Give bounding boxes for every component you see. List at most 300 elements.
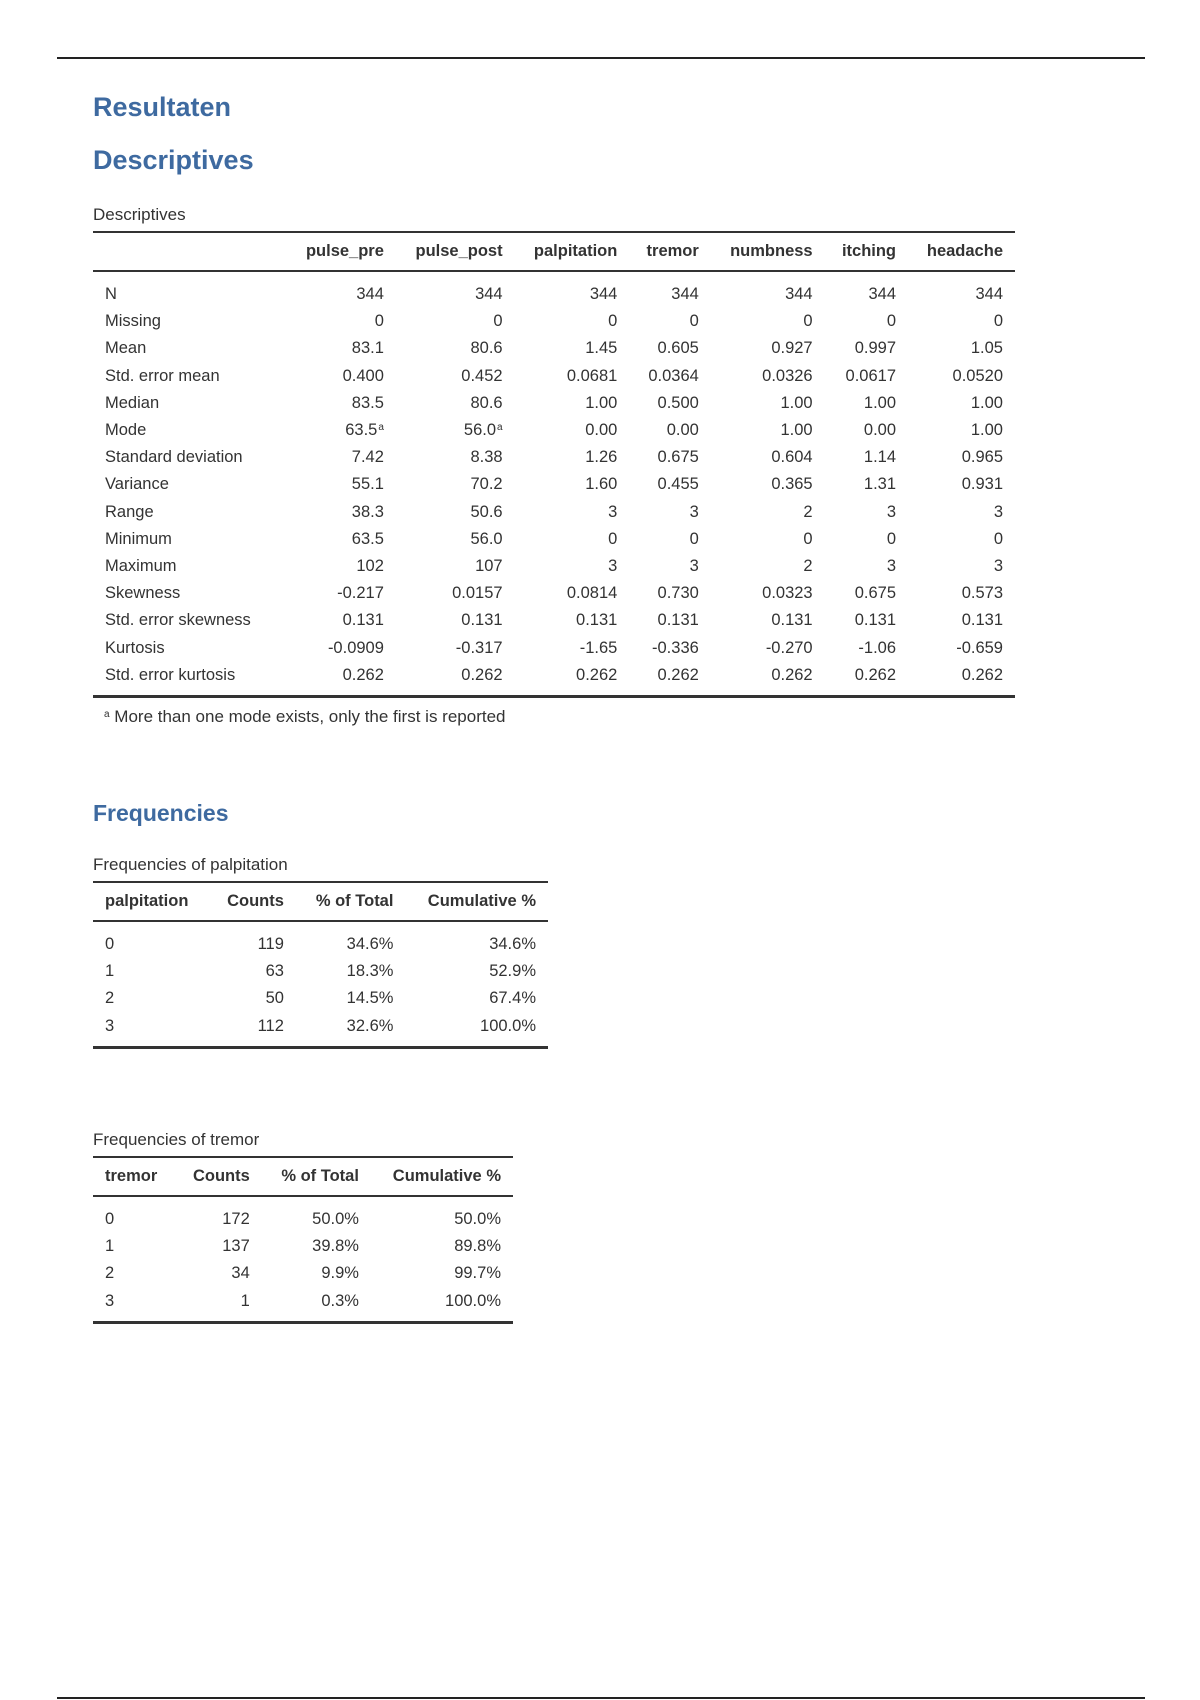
cell-value: 0.0814 <box>566 584 618 603</box>
cell-value: 0 <box>689 529 699 548</box>
spacer-row <box>93 1196 513 1206</box>
table-cell: 32.6% <box>296 1013 406 1048</box>
cell-value: 344 <box>868 285 897 304</box>
table-row <box>93 1260 513 1287</box>
table-cell <box>515 444 630 471</box>
table-cell: 99.7% <box>454 1264 501 1283</box>
cell-value: 344 <box>975 285 1003 304</box>
table-cell: 1 <box>175 1288 262 1323</box>
cell-value: 0 <box>374 312 384 331</box>
tremor-table-body <box>93 1196 513 1322</box>
cell-value: 0.262 <box>576 665 618 684</box>
table-cell <box>908 634 1015 661</box>
table-row <box>93 526 1015 553</box>
table-row <box>93 281 1015 308</box>
table-cell <box>629 607 710 634</box>
cell-value: 0.0364 <box>648 366 699 385</box>
cell-value: 0.131 <box>771 611 813 630</box>
cell-value: 1.45 <box>585 339 618 358</box>
table-cell <box>908 607 1015 634</box>
cell-value: 0.131 <box>854 611 897 630</box>
table-cell <box>908 662 1015 697</box>
cell-value: 3 <box>689 502 699 521</box>
descriptives-col-header: headache <box>908 232 1015 271</box>
cell-value: 102 <box>356 556 384 575</box>
row-label: Kurtosis <box>105 638 165 657</box>
cell-value: 0 <box>608 312 618 331</box>
descriptives-corner-header <box>93 232 287 271</box>
table-cell <box>629 471 710 498</box>
table-row <box>93 499 1015 526</box>
cell-value: 1.14 <box>863 448 897 467</box>
table-cell <box>515 553 630 580</box>
cell-value: -1.65 <box>579 638 618 657</box>
footnote-marker: a <box>378 422 384 434</box>
cell-value: 55.1 <box>351 475 384 494</box>
descriptives-footnote <box>103 707 506 727</box>
table-cell <box>908 444 1015 471</box>
row-label: Minimum <box>105 529 172 548</box>
table-cell: 50.0% <box>312 1210 359 1229</box>
table-cell <box>908 363 1015 390</box>
table-cell <box>287 580 396 607</box>
table-cell <box>396 526 515 553</box>
cell-value: 1.31 <box>863 475 897 494</box>
palpitation-header-row <box>93 882 548 921</box>
table-cell <box>396 335 515 362</box>
table-cell: 18.3% <box>346 962 394 981</box>
table-row <box>93 985 548 1012</box>
table-cell: 50 <box>265 989 284 1008</box>
table-cell <box>287 662 396 697</box>
table-cell: 14.5% <box>346 989 394 1008</box>
table-row <box>93 1233 513 1260</box>
table-cell <box>287 607 396 634</box>
cell-value: -0.0909 <box>327 638 384 657</box>
table-cell <box>629 553 710 580</box>
palpitation-col-header: Cumulative % <box>405 882 548 921</box>
table-cell: 172 <box>222 1210 250 1229</box>
table-cell <box>287 499 396 526</box>
table-cell <box>629 308 710 335</box>
table-cell <box>396 662 515 697</box>
table-cell <box>629 499 710 526</box>
table-cell <box>515 417 630 444</box>
table-cell <box>908 580 1015 607</box>
level-cell: 0 <box>105 935 115 954</box>
table-cell <box>515 634 630 661</box>
table-cell <box>825 607 908 634</box>
cell-value: 2 <box>803 556 813 575</box>
table-cell <box>629 281 710 308</box>
row-label: Range <box>105 502 154 521</box>
table-cell <box>711 526 825 553</box>
cell-value: 3 <box>608 556 618 575</box>
table-cell <box>711 499 825 526</box>
table-cell <box>515 580 630 607</box>
cell-value: 0.262 <box>342 665 384 684</box>
descriptives-col-header: itching <box>825 232 908 271</box>
cell-value: 1.00 <box>585 393 618 412</box>
cell-value: 0.604 <box>771 448 813 467</box>
table-row <box>93 444 1015 471</box>
table-cell <box>629 634 710 661</box>
table-cell <box>396 444 515 471</box>
cell-value: 63.5 <box>351 529 384 548</box>
palpitation-col-header: % of Total <box>296 882 406 921</box>
cell-value: 0.365 <box>771 475 813 494</box>
table-cell <box>515 471 630 498</box>
cell-value: 344 <box>671 285 699 304</box>
row-label: Mean <box>105 339 147 358</box>
cell-value: 3 <box>993 556 1003 575</box>
table-cell <box>908 526 1015 553</box>
cell-value: -0.336 <box>652 638 699 657</box>
descriptives-table-body <box>93 271 1015 696</box>
cell-value: 0.675 <box>657 448 699 467</box>
cell-value: 0.997 <box>854 339 897 358</box>
cell-value: 0.262 <box>961 665 1003 684</box>
table-cell <box>396 308 515 335</box>
spacer-row <box>93 271 1015 281</box>
cell-value: 344 <box>475 285 503 304</box>
table-cell: 34 <box>231 1264 250 1283</box>
table-cell: 34.6% <box>346 935 394 954</box>
table-cell <box>515 526 630 553</box>
table-cell <box>629 580 710 607</box>
cell-value: 80.6 <box>470 339 503 358</box>
cell-value: 0.452 <box>461 366 503 385</box>
table-cell <box>908 471 1015 498</box>
descriptives-table-caption: Descriptives <box>93 205 186 224</box>
table-cell <box>287 281 396 308</box>
descriptives-table <box>93 231 1015 698</box>
cell-value: 3 <box>886 556 897 575</box>
descriptives-col-header: pulse_post <box>396 232 515 271</box>
table-cell <box>515 499 630 526</box>
cell-value: 0.931 <box>961 475 1003 494</box>
cell-value: -0.270 <box>765 638 813 657</box>
cell-value: 0.00 <box>585 421 618 440</box>
table-cell <box>396 417 515 444</box>
row-label: Median <box>105 393 160 412</box>
table-cell <box>908 281 1015 308</box>
table-cell <box>396 607 515 634</box>
table-row <box>93 1013 548 1048</box>
cell-value: 0 <box>689 312 699 331</box>
row-label: Variance <box>105 475 169 494</box>
table-cell: 100.0% <box>405 1013 548 1048</box>
table-cell <box>711 417 825 444</box>
cell-value: 1.00 <box>970 393 1003 412</box>
table-cell <box>629 417 710 444</box>
palpitation-col-header: Counts <box>209 882 296 921</box>
cell-value: 0 <box>886 312 897 331</box>
cell-value: 0 <box>993 312 1003 331</box>
footnote-text: More than one mode exists, only the first is reported <box>114 707 506 726</box>
cell-value: 1.26 <box>585 448 618 467</box>
heading-descriptives: Descriptives <box>93 145 254 175</box>
footnote-marker: a <box>497 422 503 434</box>
spacer-cell <box>93 271 1015 281</box>
cell-value: 0.0323 <box>762 584 813 603</box>
cell-value: 1.60 <box>585 475 618 494</box>
cell-value: 0.00 <box>666 421 699 440</box>
cell-value: 1.00 <box>780 421 813 440</box>
cell-value: 1.00 <box>863 393 897 412</box>
cell-value: 0.131 <box>961 611 1003 630</box>
table-cell <box>825 335 908 362</box>
table-row <box>93 634 1015 661</box>
table-cell <box>711 580 825 607</box>
cell-value: 0.131 <box>461 611 503 630</box>
table-cell <box>711 471 825 498</box>
row-label: Maximum <box>105 556 177 575</box>
table-cell <box>711 335 825 362</box>
cell-value: 50.6 <box>470 502 503 521</box>
table-cell <box>287 417 396 444</box>
table-cell <box>825 499 908 526</box>
table-cell: 9.9% <box>321 1264 359 1283</box>
tremor-col-header: Counts <box>175 1157 262 1196</box>
table-row <box>93 417 1015 444</box>
palpitation-col-header: palpitation <box>93 882 209 921</box>
table-cell: 119 <box>257 935 284 954</box>
cell-value: 0.262 <box>461 665 503 684</box>
cell-value: 63.5 <box>345 421 378 440</box>
level-cell: 2 <box>105 1264 115 1283</box>
table-cell <box>825 662 908 697</box>
table-cell: 137 <box>222 1237 250 1256</box>
table-cell <box>396 471 515 498</box>
footnote-mark: a <box>104 709 110 720</box>
table-cell <box>825 526 908 553</box>
table-cell <box>629 363 710 390</box>
cell-value: 107 <box>475 556 503 575</box>
tremor-header-row <box>93 1157 513 1196</box>
table-cell <box>287 335 396 362</box>
cell-value: 0 <box>493 312 503 331</box>
cell-value: 0.927 <box>771 339 813 358</box>
descriptives-col-header: tremor <box>629 232 710 271</box>
table-cell <box>396 634 515 661</box>
table-cell: 50.0% <box>454 1210 501 1229</box>
table-row <box>93 1206 513 1233</box>
bottom-rule <box>57 1697 1145 1699</box>
table-row <box>93 662 1015 697</box>
table-cell <box>825 281 908 308</box>
cell-value: 3 <box>608 502 618 521</box>
table-cell <box>287 363 396 390</box>
row-label: Std. error mean <box>105 366 220 385</box>
table-cell <box>825 634 908 661</box>
cell-value: 83.5 <box>351 393 384 412</box>
table-cell <box>711 444 825 471</box>
table-cell: 89.8% <box>454 1237 501 1256</box>
table-cell: 39.8% <box>312 1237 359 1256</box>
table-cell <box>825 390 908 417</box>
cell-value: 0 <box>803 529 813 548</box>
table-cell <box>396 580 515 607</box>
table-cell: 67.4% <box>489 989 536 1008</box>
cell-value: 0.605 <box>657 339 699 358</box>
table-cell: 112 <box>209 1013 296 1048</box>
table-cell <box>287 471 396 498</box>
table-cell <box>515 281 630 308</box>
table-row <box>93 335 1015 362</box>
table-cell <box>515 390 630 417</box>
table-cell <box>711 281 825 308</box>
cell-value: 0.455 <box>657 475 699 494</box>
level-cell: 0 <box>105 1210 115 1229</box>
cell-value: 0.0520 <box>952 366 1003 385</box>
table-cell <box>287 634 396 661</box>
heading-frequencies: Frequencies <box>93 800 229 826</box>
palpitation-table-caption: Frequencies of palpitation <box>93 855 288 874</box>
table-cell <box>908 308 1015 335</box>
table-cell <box>825 308 908 335</box>
palpitation-frequency-table <box>93 881 548 1049</box>
table-cell <box>515 335 630 362</box>
table-row <box>93 390 1015 417</box>
cell-value: 3 <box>993 502 1003 521</box>
cell-value: 0.131 <box>576 611 618 630</box>
row-label: Standard deviation <box>105 448 243 467</box>
spacer-cell <box>93 1196 513 1206</box>
table-cell <box>825 363 908 390</box>
cell-value: -0.659 <box>956 638 1003 657</box>
cell-value: 344 <box>785 285 813 304</box>
heading-resultaten: Resultaten <box>93 92 232 122</box>
table-cell <box>825 471 908 498</box>
cell-value: 0.131 <box>657 611 699 630</box>
table-cell <box>287 308 396 335</box>
table-cell <box>825 580 908 607</box>
table-cell <box>825 444 908 471</box>
table-row <box>93 308 1015 335</box>
table-cell: 52.9% <box>489 962 536 981</box>
table-cell <box>396 363 515 390</box>
table-cell <box>287 444 396 471</box>
table-cell <box>711 607 825 634</box>
cell-value: 0 <box>608 529 618 548</box>
cell-value: 0.965 <box>961 448 1003 467</box>
cell-value: 56.0 <box>470 529 503 548</box>
table-cell <box>396 499 515 526</box>
cell-value: 83.1 <box>351 339 384 358</box>
descriptives-col-header: pulse_pre <box>287 232 396 271</box>
table-row <box>93 607 1015 634</box>
cell-value: 3 <box>886 502 897 521</box>
table-cell <box>825 553 908 580</box>
table-cell <box>629 390 710 417</box>
cell-value: 344 <box>356 285 384 304</box>
table-cell <box>396 553 515 580</box>
table-cell <box>515 308 630 335</box>
table-row <box>93 363 1015 390</box>
tremor-col-header: Cumulative % <box>371 1157 513 1196</box>
cell-value: 80.6 <box>470 393 503 412</box>
row-label: N <box>105 285 117 304</box>
table-cell <box>908 499 1015 526</box>
table-cell: 63 <box>265 962 284 981</box>
cell-value: 0.675 <box>854 584 897 603</box>
cell-value: -0.217 <box>337 584 384 603</box>
cell-value: 3 <box>689 556 699 575</box>
table-cell <box>711 363 825 390</box>
tremor-col-header: tremor <box>93 1157 175 1196</box>
table-cell <box>629 526 710 553</box>
table-cell <box>711 553 825 580</box>
cell-value: 0.0326 <box>762 366 813 385</box>
tremor-frequency-table <box>93 1156 513 1324</box>
cell-value: 0.262 <box>657 665 699 684</box>
table-cell <box>515 607 630 634</box>
table-row <box>93 1288 513 1323</box>
table-cell <box>287 390 396 417</box>
cell-value: -0.317 <box>455 638 503 657</box>
cell-value: 2 <box>803 502 813 521</box>
descriptives-col-header: palpitation <box>515 232 630 271</box>
cell-value: 0.131 <box>342 611 384 630</box>
cell-value: 1.05 <box>970 339 1003 358</box>
row-label: Skewness <box>105 584 181 603</box>
cell-value: -1.06 <box>858 638 897 657</box>
descriptives-col-header: numbness <box>711 232 825 271</box>
table-cell: 0.3% <box>262 1288 371 1323</box>
level-cell: 2 <box>105 989 115 1008</box>
cell-value: 0.262 <box>771 665 813 684</box>
table-row <box>93 958 548 985</box>
cell-value: 0.400 <box>342 366 384 385</box>
cell-value: 0.0681 <box>566 366 618 385</box>
row-label: Mode <box>105 421 147 440</box>
row-label: Std. error skewness <box>105 611 251 630</box>
spacer-row <box>93 921 548 931</box>
table-row <box>93 553 1015 580</box>
tremor-table-caption: Frequencies of tremor <box>93 1130 260 1149</box>
table-cell <box>629 444 710 471</box>
table-cell <box>825 417 908 444</box>
table-cell <box>396 390 515 417</box>
spacer-cell <box>93 921 548 931</box>
table-cell: 34.6% <box>489 935 536 954</box>
table-cell <box>515 363 630 390</box>
cell-value: 70.2 <box>470 475 503 494</box>
table-cell <box>629 335 710 362</box>
table-cell <box>908 335 1015 362</box>
table-cell <box>629 662 710 697</box>
level-cell: 1 <box>105 962 115 981</box>
table-cell <box>908 553 1015 580</box>
level-cell: 3 <box>93 1013 209 1048</box>
table-cell <box>908 390 1015 417</box>
cell-value: 56.0 <box>463 421 497 440</box>
table-row <box>93 471 1015 498</box>
table-cell <box>396 281 515 308</box>
table-row <box>93 931 548 958</box>
top-rule <box>57 57 1145 59</box>
table-cell <box>711 634 825 661</box>
cell-value: 38.3 <box>351 502 384 521</box>
descriptives-header-row <box>93 232 1015 271</box>
table-row <box>93 580 1015 607</box>
tremor-col-header: % of Total <box>262 1157 371 1196</box>
table-cell <box>287 526 396 553</box>
cell-value: 0 <box>993 529 1003 548</box>
row-label: Missing <box>105 312 161 331</box>
table-cell <box>711 308 825 335</box>
